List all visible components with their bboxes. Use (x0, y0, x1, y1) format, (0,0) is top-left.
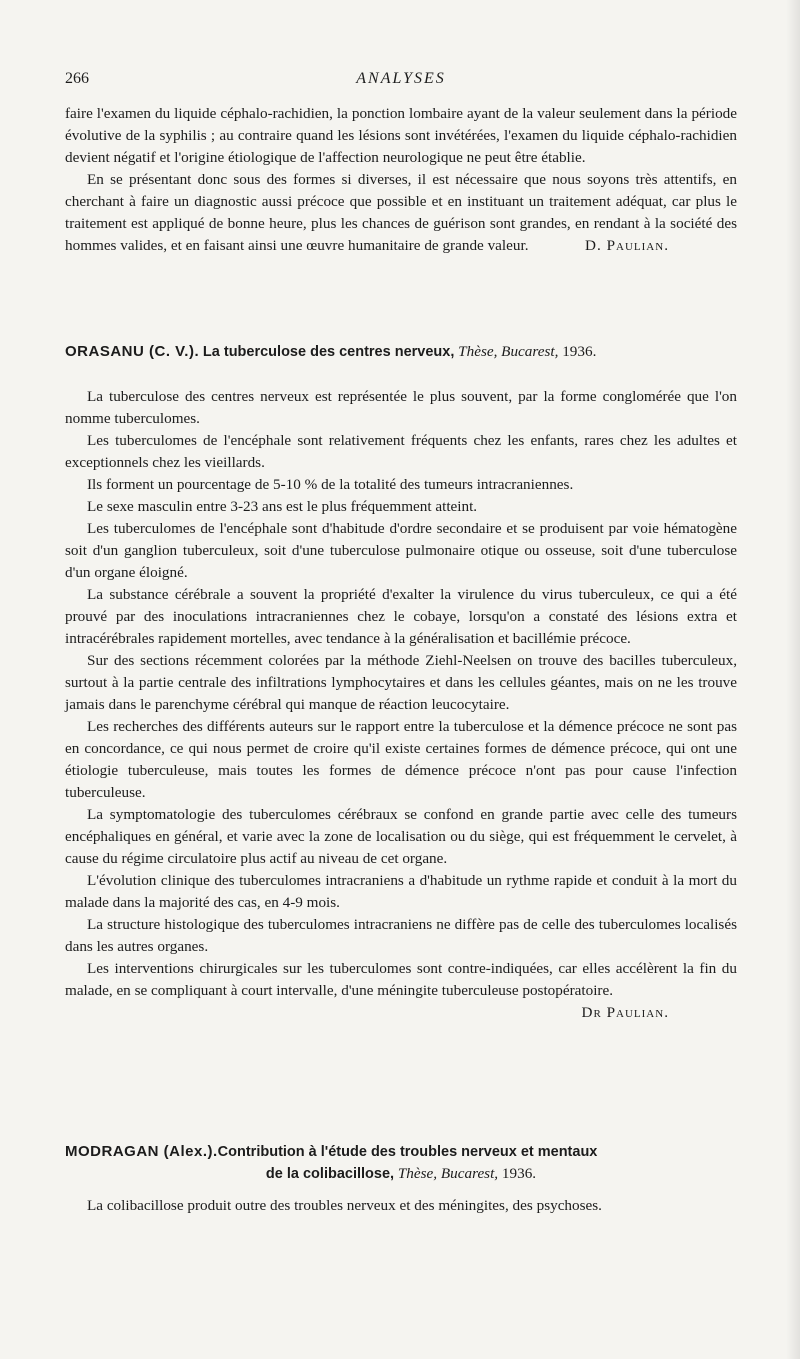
running-head: ANALYSES (356, 70, 446, 87)
paragraph: Sur des sections récemment colorées par la méthode Ziehl-Neelsen on trouve des bacilles tuberculeux, surtout à la partie centrale des infiltrations lymphocytaires et dans les cellules géantes, mais on ne les trouve jamais dans le parenchyme cérébral qui manque de réaction leucocytaire. (65, 652, 737, 713)
entry-publication: Thèse, Bucarest, (458, 343, 559, 360)
paragraph (65, 958, 737, 1021)
review-entry-heading (65, 1141, 737, 1185)
paragraph-text: Les interventions chirurgicales sur les tuberculomes sont contre-indiquées, car elles accélèrent la fin du malade, en se compliquant à court intervalle, d'une méningite tuberculeuse postopératoire. (65, 960, 737, 999)
paragraph: Ils forment un pourcentage de 5-10 % de la totalité des tumeurs intracraniennes. (87, 476, 574, 493)
paragraph: La tuberculose des centres nerveux est représentée le plus souvent, par la forme conglomérée que l'on nomme tuberculomes. (65, 388, 737, 427)
entry-publication: Thèse, Bucarest, (397, 1165, 499, 1182)
entry-title-line-2 (65, 1163, 737, 1185)
continued-review-text (65, 103, 737, 257)
reviewer-signature: Dr Paulian. (581, 1004, 669, 1021)
page-number: 266 (65, 70, 89, 87)
entry-title-continued: de la colibacillose, (265, 1166, 395, 1182)
entry-year: 1936. (501, 1165, 537, 1182)
entry-title: La tuberculose des centres nerveux, (202, 344, 455, 360)
entry-author: ORASANU (C. V.). (65, 343, 200, 360)
entry-author: MODRAGAN (Alex.). (65, 1143, 218, 1160)
paragraph: faire l'examen du liquide céphalo-rachidien, la ponction lombaire ayant de la valeur seulement dans la période évolutive de la syphilis ; au contraire quand les lésions sont invétérées, l'examen du liquide céphalo-rachidien devient négatif et l'origine étiologique de l'affection neurologique ne peut être établie. (65, 105, 737, 166)
page-header (65, 70, 737, 96)
review-entry-heading (65, 341, 737, 363)
paragraph: Les tuberculomes de l'encéphale sont d'habitude d'ordre secondaire et se produisent par voie hématogène soit d'un ganglion tuberculeux, soit d'une tuberculose pulmonaire otique ou osseuse, soit d'une tuberculose d'un organe éloigné. (65, 520, 737, 581)
paragraph: L'évolution clinique des tuberculomes intracraniens a d'habitude un rythme rapide et conduit à la mort du malade dans la majorité des cas, en 4-9 mois. (65, 872, 737, 911)
entry-title: Contribution à l'étude des troubles nerveux et mentaux (217, 1144, 598, 1160)
paragraph (65, 169, 737, 257)
paragraph: La substance cérébrale a souvent la propriété d'exalter la virulence du virus tuberculeux, ce qui a été prouvé par des inoculations intracraniennes chez le cobaye, lorsqu'on a constaté des lésions extra et intracérébrales rapidement mortelles, avec tendance à la généralisation et bacillémie précoce. (65, 586, 737, 647)
paragraph: Les recherches des différents auteurs sur le rapport entre la tuberculose et la démence précoce ne sont pas en concordance, ce qui nous permet de croire qu'il existe certaines formes de démence précoce, qui ont une étiologie tuberculeuse, mais toutes les formes de démence précoce n'ont pas pour cause l'infection tuberculeuse. (65, 718, 737, 801)
paragraph: La symptomatologie des tuberculomes cérébraux se confond en grande partie avec celle des tumeurs encéphaliques en général, et varie avec la zone de localisation ou du siège, qui est fréquemment le cervelet, à cause du régime circulatoire plus actif au niveau de cet organe. (65, 806, 737, 867)
reviewer-signature: D. Paulian. (585, 237, 669, 254)
paragraph: Les tuberculomes de l'encéphale sont relativement fréquents chez les enfants, rares chez les adultes et exceptionnels chez les vieillards. (65, 432, 737, 471)
paragraph-text: En se présentant donc sous des formes si diverses, il est nécessaire que nous soyons très attentifs, en cherchant à faire un diagnostic aussi précoce que possible et en instituant un traitement adéquat, car plus le traitement est appliqué de bonne heure, plus les chances de guérison sont grandes, en rendant à la société des hommes valides, et en faisant ainsi une œuvre humanitaire de grande valeur. (65, 171, 737, 254)
paragraph: La structure histologique des tuberculomes intracraniens ne diffère pas de celle des tuberculomes localisés dans les autres organes. (65, 916, 737, 955)
paragraph: La colibacillose produit outre des troubles nerveux et des méningites, des psychoses. (87, 1197, 602, 1214)
review-text-colibacillose (65, 1195, 737, 1217)
review-text-tuberculose (65, 386, 737, 1024)
entry-year: 1936. (562, 343, 597, 360)
paragraph: Le sexe masculin entre 3-23 ans est le plus fréquemment atteint. (87, 498, 478, 515)
page-edge-shadow (786, 0, 800, 1359)
